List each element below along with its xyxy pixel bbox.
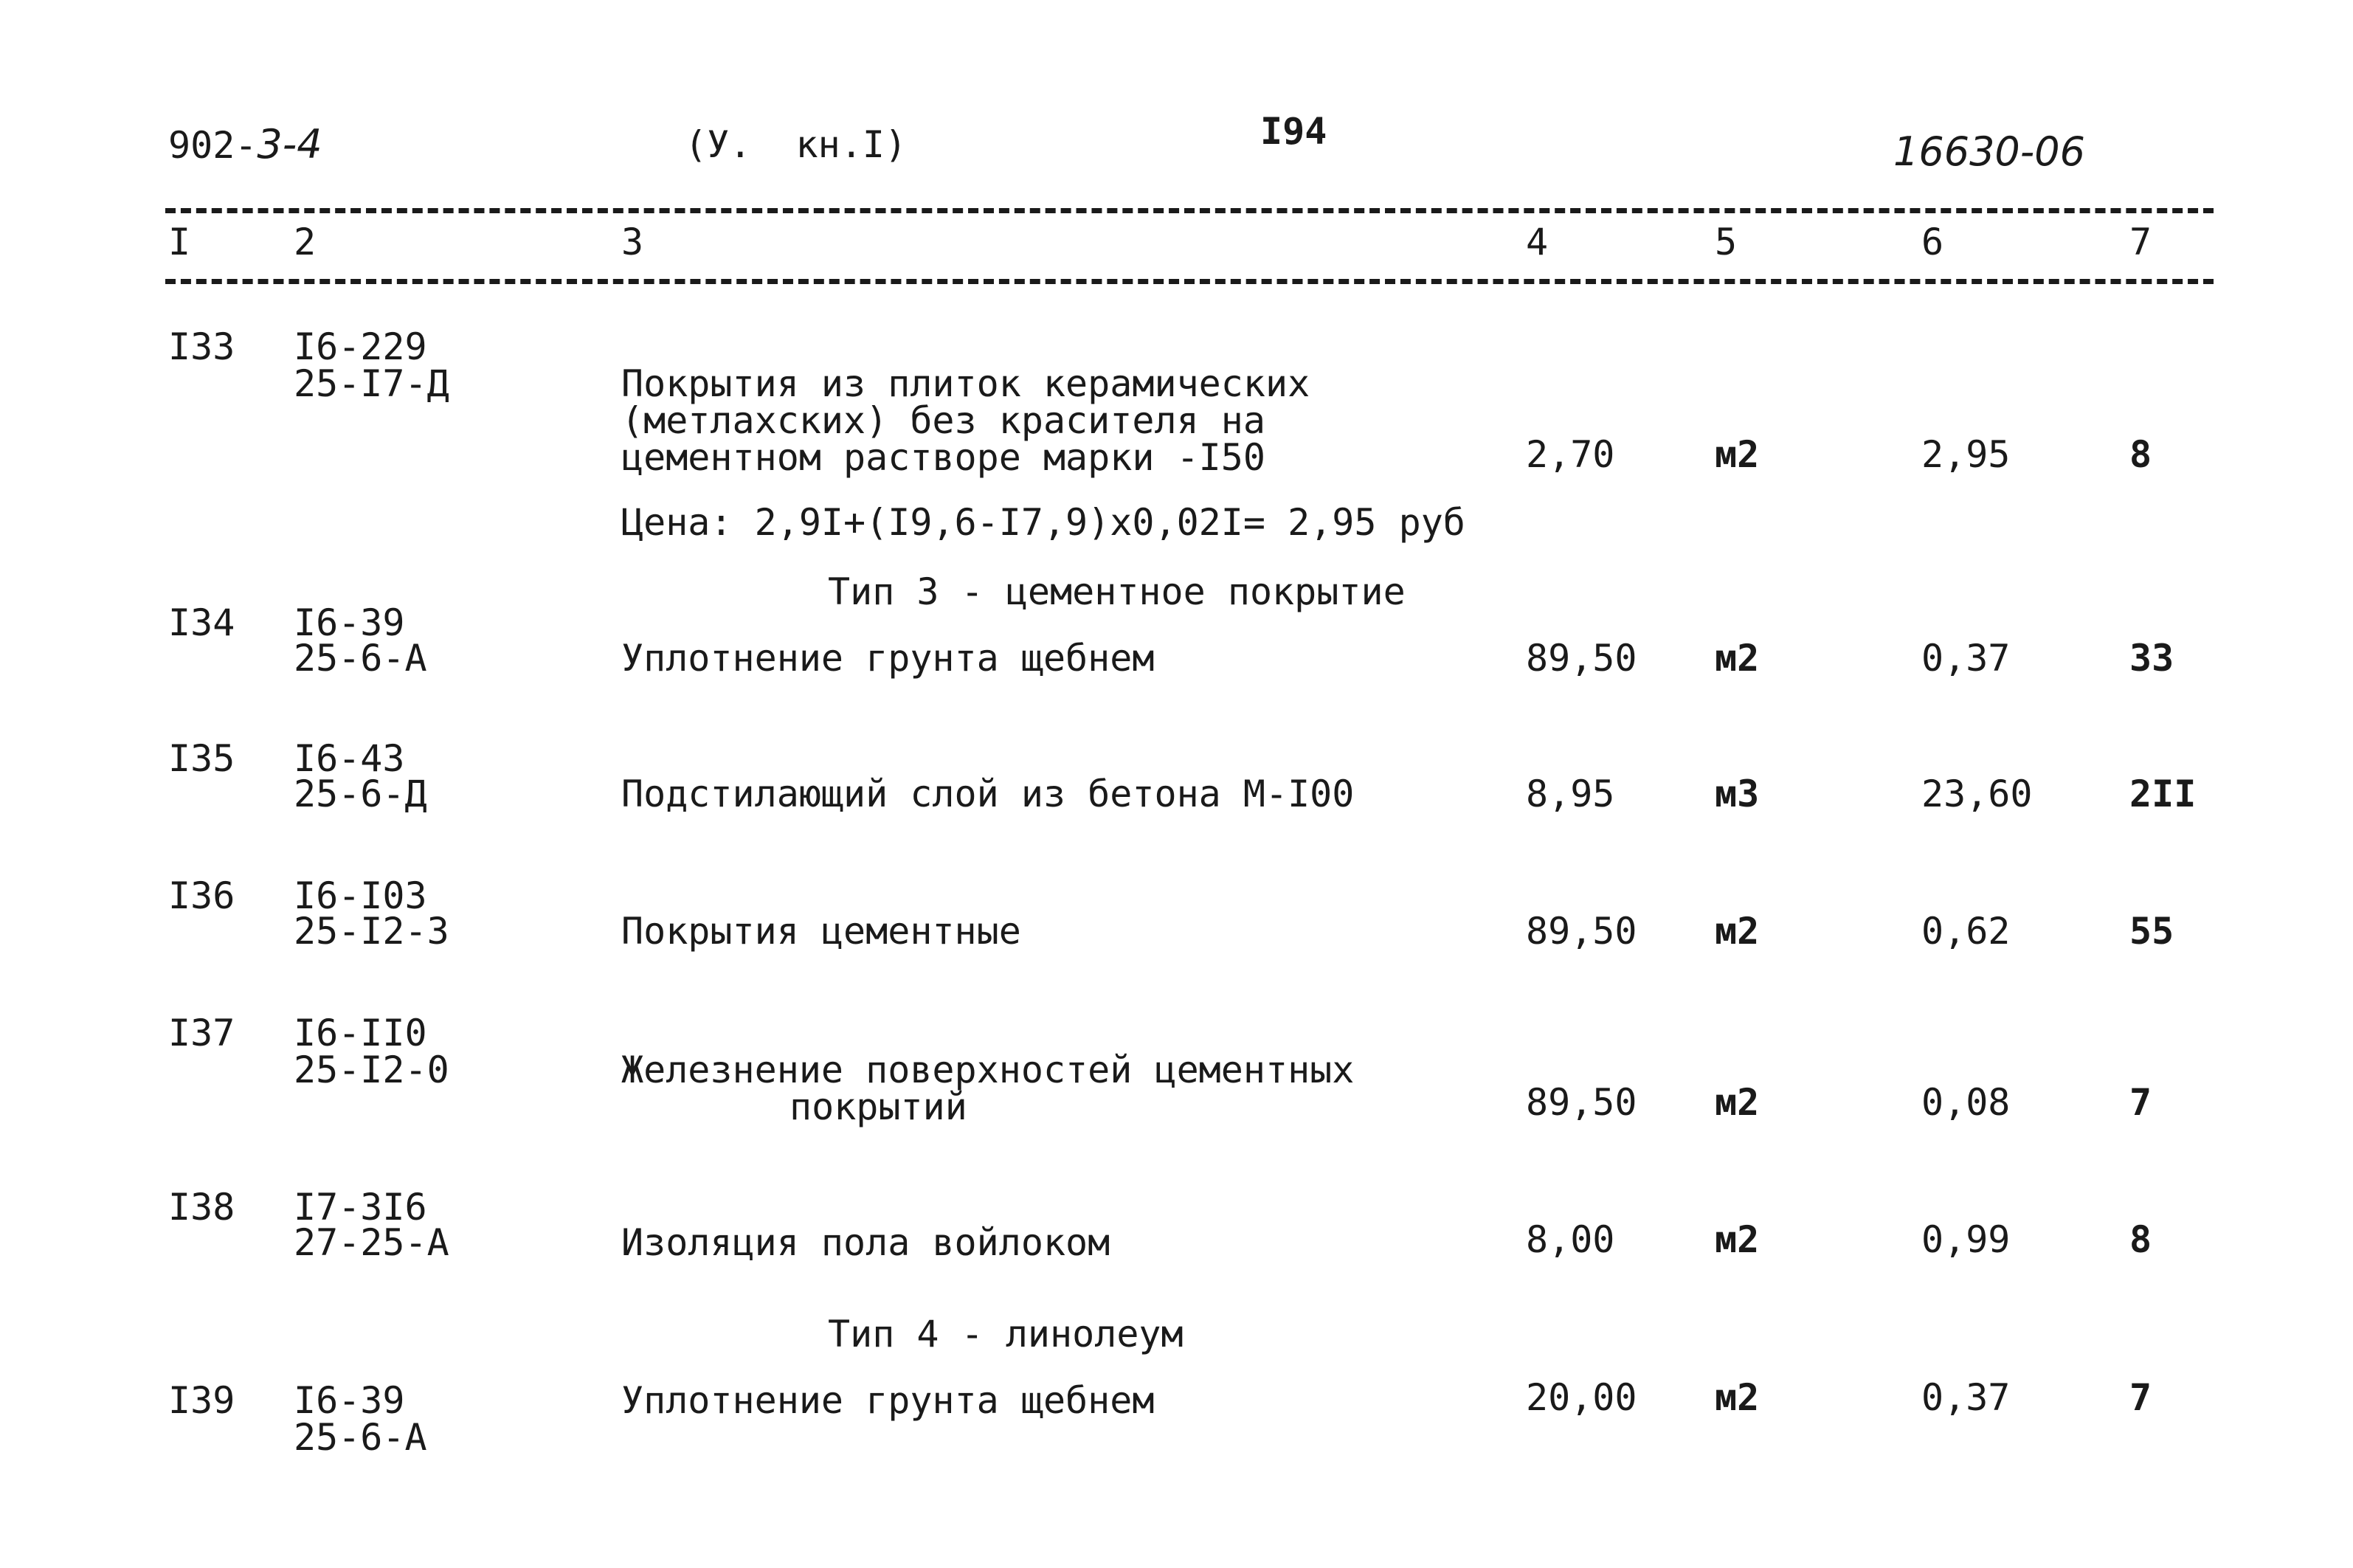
- col-header-5: 5: [1715, 221, 1738, 263]
- archive-number: 16630-06: [1893, 128, 2085, 175]
- row-number: I34: [168, 601, 235, 644]
- row-price: 23,60: [1921, 773, 2033, 815]
- row-price: 0,37: [1921, 637, 2011, 680]
- col-header-3: 3: [621, 221, 644, 263]
- row-code-secondary: 27-25-А: [294, 1221, 449, 1264]
- page-number: I94: [1260, 110, 1327, 153]
- row-description: (метлахских) без красителя на: [621, 399, 1265, 442]
- row-description: Покрытия из плиток керамических: [621, 362, 1310, 405]
- row-price: 2,95: [1921, 433, 2011, 476]
- row-number: I37: [168, 1012, 235, 1054]
- row-code-secondary: 25-I2-0: [294, 1049, 449, 1091]
- row-code: I6-43: [294, 737, 405, 780]
- row-total: 8: [2129, 433, 2152, 476]
- row-quantity: 2,70: [1526, 433, 1615, 476]
- row-total: 7: [2129, 1376, 2152, 1419]
- row-unit: м3: [1715, 773, 1760, 815]
- row-description: Подстилающий слой из бетона М-I00: [621, 773, 1355, 815]
- row-unit: м2: [1715, 910, 1760, 953]
- document-code-handwritten: 3-4: [257, 121, 322, 167]
- row-number: I35: [168, 737, 235, 780]
- row-number: I33: [168, 325, 235, 368]
- row-number: I36: [168, 874, 235, 917]
- row-description: цементном растворе марки -I50: [621, 436, 1265, 479]
- row-quantity: 89,50: [1526, 1081, 1637, 1124]
- row-code-secondary: 25-I2-3: [294, 910, 449, 953]
- row-total: 33: [2129, 637, 2174, 680]
- row-description: Изоляция пола войлоком: [621, 1221, 1110, 1264]
- row-unit: м2: [1715, 433, 1760, 476]
- row-price: 0,99: [1921, 1218, 2011, 1261]
- row-quantity: 20,00: [1526, 1376, 1637, 1419]
- row-total: 8: [2129, 1218, 2152, 1261]
- row-unit: м2: [1715, 1081, 1760, 1124]
- row-code-secondary: 25-I7-Д: [294, 362, 449, 405]
- row-price: 0,37: [1921, 1376, 2011, 1419]
- row-code: I6-229: [294, 325, 427, 368]
- row-description: Уплотнение грунта щебнем: [621, 637, 1155, 680]
- row-total: 7: [2129, 1081, 2152, 1124]
- col-header-4: 4: [1526, 221, 1549, 263]
- row-code: I7-3I6: [294, 1186, 427, 1229]
- section-heading: Тип 4 - линолеум: [828, 1313, 1184, 1355]
- document-code: 902-3-4: [168, 121, 322, 167]
- row-quantity: 8,95: [1526, 773, 1615, 815]
- row-description: Железнение поверхностей цементных: [621, 1049, 1355, 1091]
- col-header-7: 7: [2129, 221, 2152, 263]
- row-total: 2II: [2129, 773, 2197, 815]
- divider-top: [165, 208, 2214, 213]
- divider-header: [165, 279, 2214, 284]
- row-price: 0,62: [1921, 910, 2011, 953]
- row-description: Уплотнение грунта щебнем: [621, 1379, 1155, 1422]
- row-unit: м2: [1715, 1376, 1760, 1419]
- row-total: 55: [2129, 910, 2174, 953]
- row-number: I39: [168, 1379, 235, 1422]
- row-code: I6-I03: [294, 874, 427, 917]
- row-unit: м2: [1715, 1218, 1760, 1261]
- row-code-secondary: 25-6-Д: [294, 773, 427, 815]
- row-code-secondary: 25-6-А: [294, 637, 427, 680]
- section-heading: Тип 3 - цементное покрытие: [828, 570, 1406, 613]
- row-code: I6-II0: [294, 1012, 427, 1054]
- row-quantity: 8,00: [1526, 1218, 1615, 1261]
- row-unit: м2: [1715, 637, 1760, 680]
- price-note: Цена: 2,9I+(I9,6-I7,9)x0,02I= 2,95 руб: [621, 501, 1465, 544]
- row-price: 0,08: [1921, 1081, 2011, 1124]
- row-description: покрытий: [789, 1085, 967, 1128]
- row-number: I38: [168, 1186, 235, 1229]
- row-quantity: 89,50: [1526, 910, 1637, 953]
- row-code: I6-39: [294, 1379, 405, 1422]
- col-header-1: I: [168, 221, 191, 263]
- col-header-6: 6: [1921, 221, 1944, 263]
- row-code: I6-39: [294, 601, 405, 644]
- col-header-2: 2: [294, 221, 317, 263]
- volume-label: (У. кн.I): [685, 123, 908, 166]
- row-code-secondary: 25-6-А: [294, 1416, 427, 1459]
- row-description: Покрытия цементные: [621, 910, 1021, 953]
- row-quantity: 89,50: [1526, 637, 1637, 680]
